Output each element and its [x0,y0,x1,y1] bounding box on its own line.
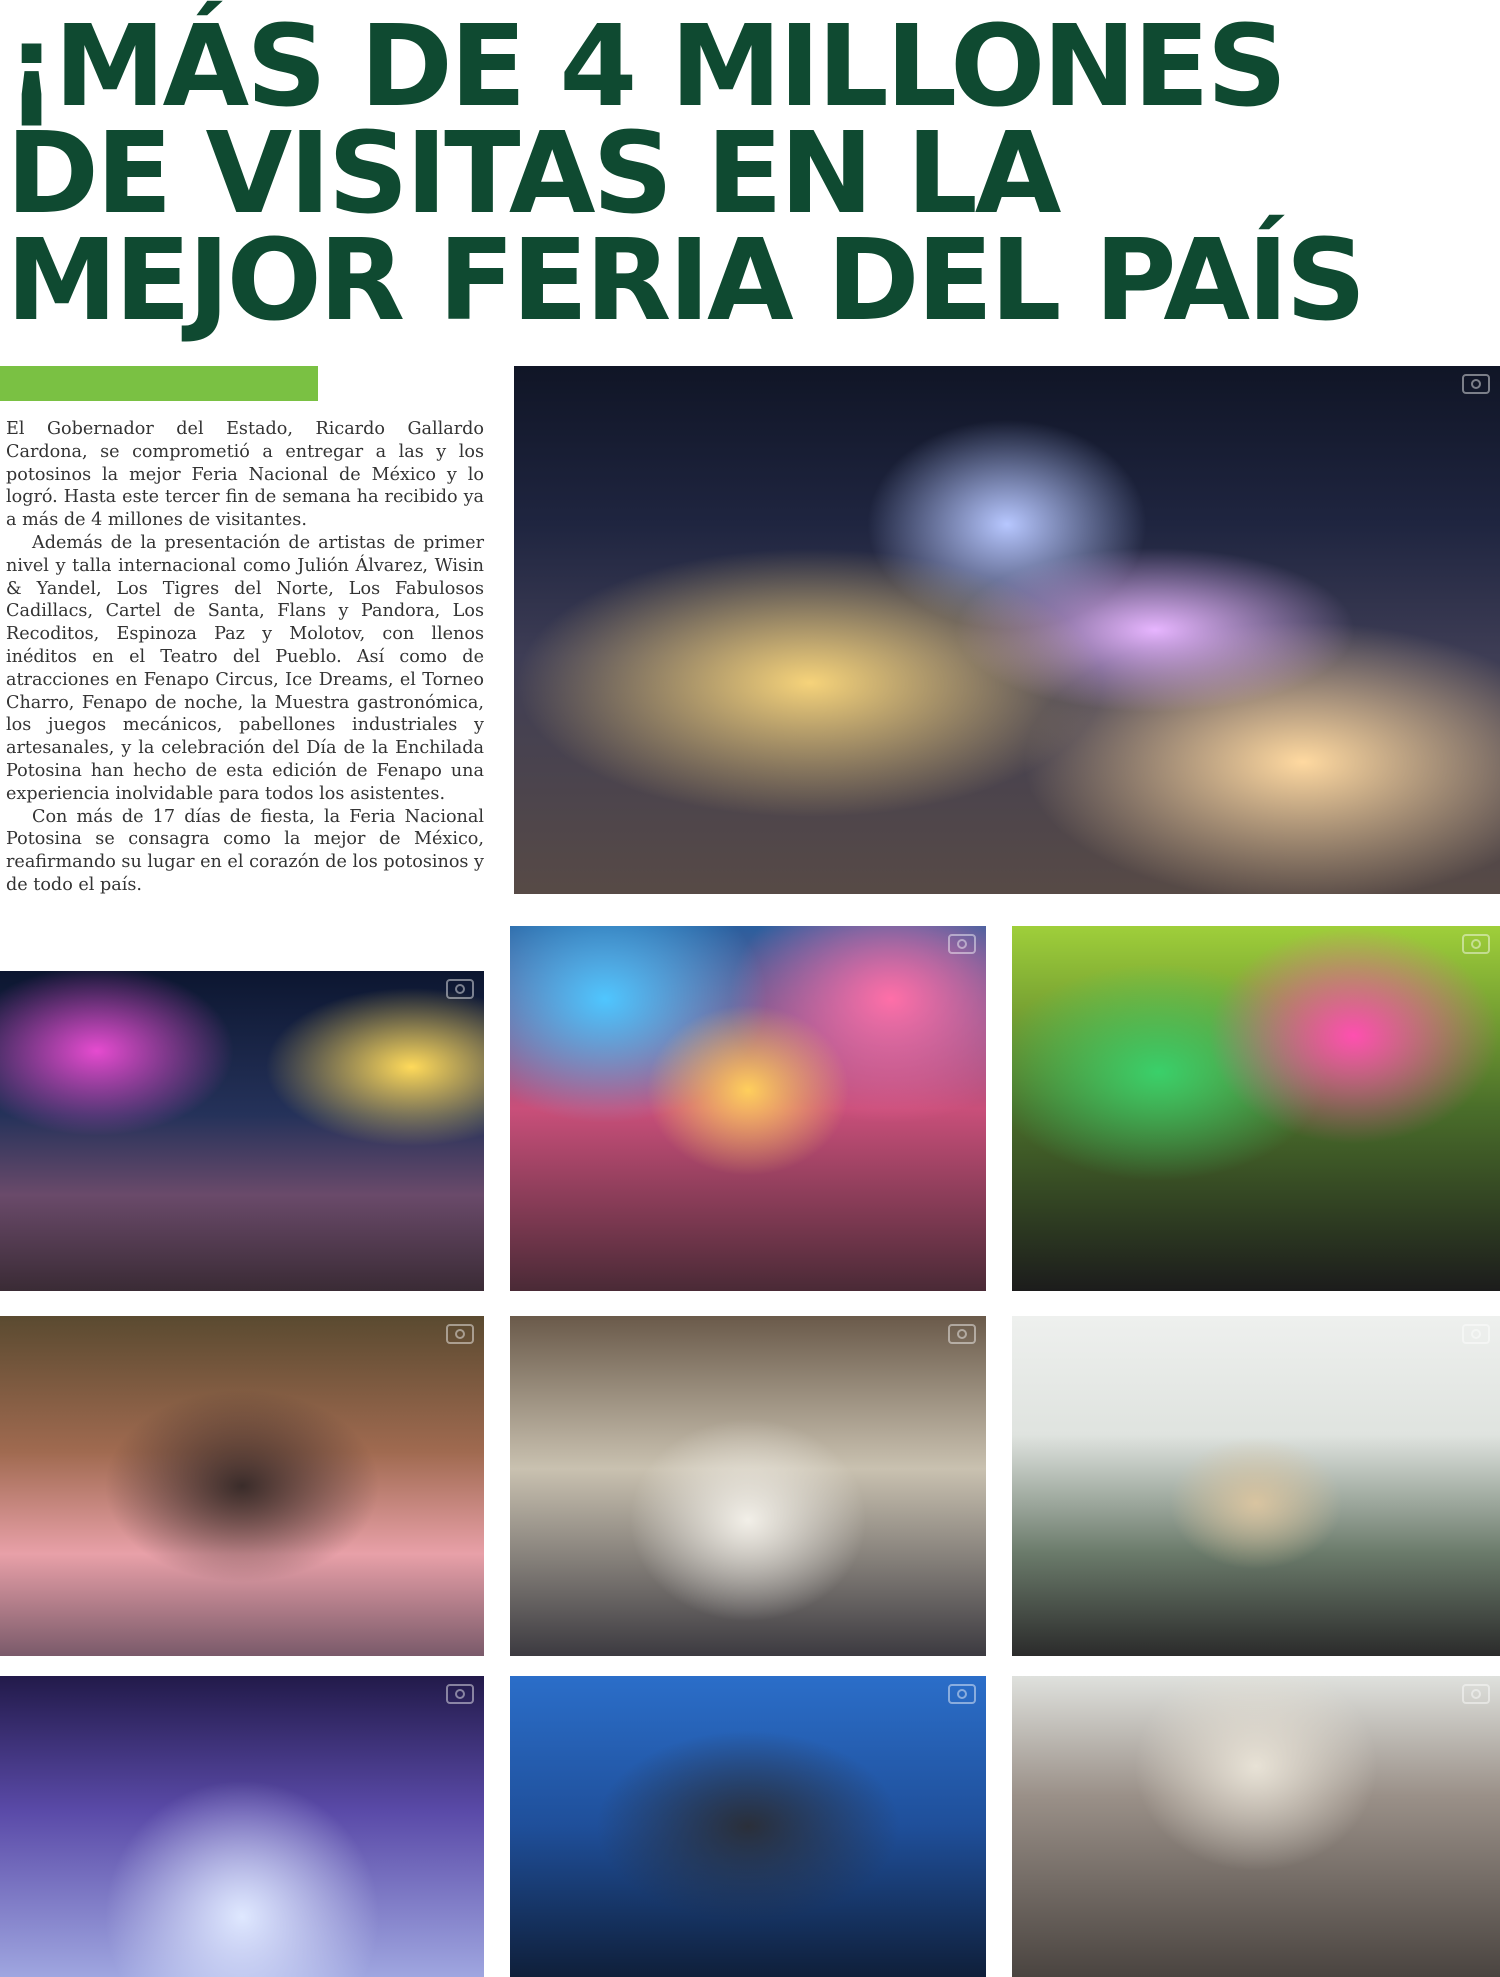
image-icon [948,1324,976,1344]
photo-crowd-midway [0,971,484,1291]
article-paragraph-3: Con más de 17 días de fiesta, la Feria Nacional Potosina se consagra como la mejor de México, reafirmando su lugar en el corazón de los potosinos y de todo el país. [6,806,484,895]
headline-line-3: MEJOR FERIA DEL PAÍS [6,216,1364,346]
image-icon [446,1684,474,1704]
article-body [6,418,484,897]
photo-lottery-ticket-presentation [1012,1316,1500,1656]
article-paragraph-2: Además de la presentación de artistas de primer nivel y talla internacional como Julión Álvarez, Wisin & Yandel, Los Tigres del Norte, Los Fabulosos Cadillacs, Cartel de Santa, Flans y Pandora, Los Recoditos, Espinoza Paz y Molotov, con llenos inéditos en el Teatro del Pueblo. Así como de atracciones en Fenapo Circus, Ice Dreams, el Torneo Charro, Fenapo de noche, la Muestra gastronómica, los juegos mecánicos, pabellones industriales y artesanales, y la celebración del Día de la Enchilada Potosina han hecho de esta edición de Fenapo una experiencia inolvidable para todos los asistentes. [6,532,484,804]
photo-guitarist-concert [1012,926,1500,1291]
photo-cowboy-guitarist [510,1676,986,1977]
photo-ice-show-dancers [0,1676,484,1977]
image-icon [446,1324,474,1344]
image-icon [1462,1684,1490,1704]
image-icon [948,1684,976,1704]
image-icon [446,979,474,999]
accent-bar [0,366,318,401]
headline [6,2,1496,346]
image-icon [948,934,976,954]
image-icon [1462,1324,1490,1344]
photo-aerial-fair-night [514,366,1500,894]
photo-governor-group [510,1316,986,1656]
headline-line-1: ¡MÁS DE 4 MILLONES [6,2,1285,132]
photo-prize-booth [510,926,986,1291]
photo-audience-cowboy-hats [1012,1676,1500,1977]
image-icon [1462,934,1490,954]
image-icon [1462,374,1490,394]
photo-singer-stage [0,1316,484,1656]
headline-line-2: DE VISITAS EN LA [6,109,1059,239]
article-paragraph-1: El Gobernador del Estado, Ricardo Gallardo Cardona, se comprometió a entregar a las y los potosinos la mejor Feria Nacional de México y lo logró. Hasta este tercer fin de semana ha recibido ya a más de 4 millones de visitantes. [6,419,484,531]
